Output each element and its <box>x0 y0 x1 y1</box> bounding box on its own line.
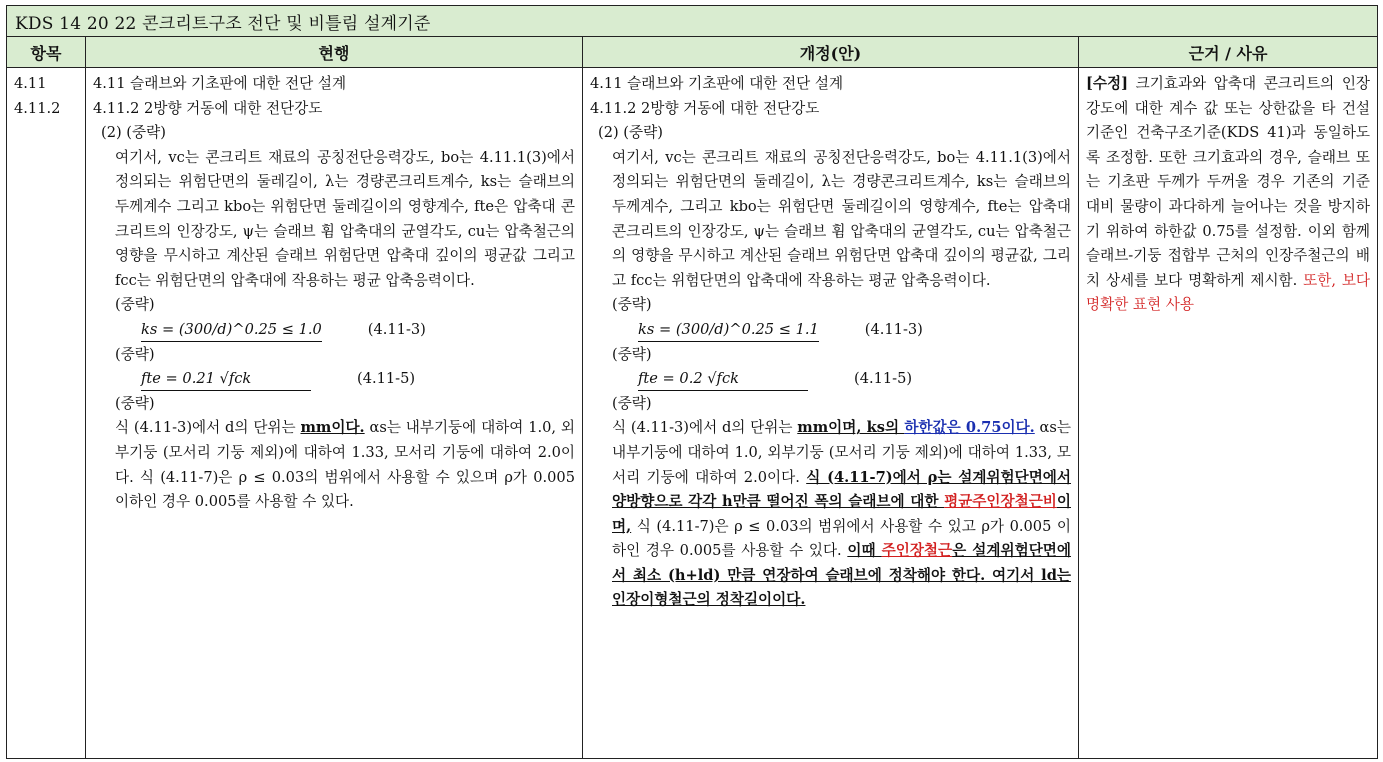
text-run: αs는 내부기둥에 대하여 1.0, 외부기둥 (모서리 기둥 제외)에 대하여 1.33, 모서리 기둥에 대하여 2.0이다. <box>612 419 1071 486</box>
text-run-red: 평균주인장철근비 <box>944 493 1057 511</box>
equation-text: fte = 0.21 √fck <box>141 368 311 391</box>
comparison-table <box>6 5 1378 759</box>
text-run: αs는 내부기둥에 대하여 1.0, 외부기둥 (모서리 기둥 제외)에 대하여 1.33, 모서리 기둥에 대하여 2.0이다. 식 (4.11-7)은 ρ ≤ 0.03의 범위에서 사용할 수 있으며 ρ가 0.005 이하인 경우 0.005를 사용할 수 있다. <box>115 419 575 511</box>
current-omit-1: (중략) <box>115 296 155 314</box>
text-run-bold: 이며, <box>612 493 1071 535</box>
equation-number: (4.11-5) <box>854 370 913 388</box>
reason-cell <box>1079 68 1378 759</box>
text-run: 식 (4.11-3)에서 d의 단위는 <box>612 419 798 437</box>
equation-number: (4.11-3) <box>367 320 426 338</box>
current-omit-3: (중략) <box>115 394 155 412</box>
table-title <box>7 6 1378 37</box>
current-paragraph-1: 여기서, vc는 콘크리트 재료의 공칭전단응력강도, bo는 4.11.1(3)에서 정의되는 위험단면의 둘레길이, λ는 경량콘크리트계수, ks는 슬래브의 두께계수 그리고 kbo는 위험단면 둘레길이의 영향계수, fte은 압축대 콘크리트의 인장강도, ψ는 슬래브 휨 압축대의 균열각도, cu는 압축철근의 영향을 무시하고 계산된 슬래브 위험단면 압축대 깊이의 평균값 그리고 fcc는 위험단면의 압축대에 작용하는 평균 압축응력이다. <box>115 148 575 289</box>
current-omit-2: (중략) <box>115 345 155 363</box>
reason-tag: [수정] <box>1086 75 1129 92</box>
equation-number: (4.11-3) <box>864 320 923 338</box>
text-run-bold: mm이며, ks의 <box>797 419 905 437</box>
revised-equation-1 <box>590 318 1071 343</box>
reason-paragraph <box>1086 72 1370 318</box>
text-run-bold: 식 (4.11-7)에서 ρ는 설계위험단면에서 양방향으로 각각 h만큼 떨어진 폭의 슬래브에 대한 <box>612 468 1071 511</box>
current-paragraph-2 <box>93 416 575 514</box>
revised-sub: (2) (중략) <box>598 124 663 142</box>
table-title-text: KDS 14 20 22 콘크리트구조 전단 및 비틀림 설계기준 <box>15 13 431 34</box>
revised-heading-1: 4.11 슬래브와 기초판에 대한 전단 설계 <box>590 75 844 92</box>
item-number: 4.11 <box>14 75 47 92</box>
header-revised: 개정(안) <box>583 37 1079 68</box>
current-equation-2 <box>93 367 575 392</box>
equation-text: fte = 0.2 √fck <box>638 368 808 391</box>
item-cell <box>7 68 86 759</box>
current-cell <box>86 68 583 759</box>
revised-omit-3: (중략) <box>612 394 652 412</box>
revised-cell <box>583 68 1079 759</box>
header-item: 항목 <box>7 37 86 68</box>
text-run-red: 주인장철근 <box>881 542 953 560</box>
revised-omit-1: (중략) <box>612 296 652 314</box>
equation-number: (4.11-5) <box>357 370 416 388</box>
current-heading-1: 4.11 슬래브와 기초판에 대한 전단 설계 <box>93 75 347 92</box>
revised-omit-2: (중략) <box>612 345 652 363</box>
text-run-blue: 하한값은 0.75이다. <box>904 419 1035 437</box>
reason-text-red: 또한, 보다 명확한 표현 사용 <box>1086 271 1371 314</box>
current-equation-1 <box>93 318 575 343</box>
equation-text: ks = (300/d)^0.25 ≤ 1.1 <box>638 319 819 342</box>
revised-paragraph-2 <box>590 416 1071 613</box>
revised-paragraph-1: 여기서, vc는 콘크리트 재료의 공칭전단응력강도, bo는 4.11.1(3)에서 정의되는 위험단면의 둘레길이, λ는 경량콘크리트계수, ks는 슬래브의 두께계수, 그리고 kbo는 위험단면 둘레길이의 영향계수, fte는 압축대 콘크리트의 인장강도, ψ는 슬래브 휨 압축대의 균열각도, cu는 압축철근의 영향을 무시하고 계산된 슬래브 위험단면 압축대 깊이의 평균값, 그리고 fcc는 위험단면의 압축대에 작용하는 평균 압축응력이다. <box>612 148 1071 289</box>
header-current: 현행 <box>86 37 583 68</box>
item-number: 4.11.2 <box>14 99 61 117</box>
revised-equation-2 <box>590 367 1071 392</box>
reason-text: 크기효과와 압축대 콘크리트의 인장강도에 대한 계수 값 또는 상한값을 타 건설기준인 건축구조기준(KDS 41)과 동일하도록 조정함. 또한 크기효과의 경우, 슬래브 또는 기초판 두께가 두꺼울 경우 기존의 기준 대비 물량이 과다하게 늘어나는 것을 방지하기 위하여 하한값 0.75를 설정함. 이외 함께 슬래브-기둥 접합부 근처의 인장주철근의 배치 상세를 보다 명확하게 제시함. <box>1086 75 1371 289</box>
text-run-bold: mm이다. <box>300 419 365 437</box>
comparison-table-container <box>6 5 1377 755</box>
current-sub: (2) (중략) <box>101 124 166 142</box>
revised-heading-2: 4.11.2 2방향 거동에 대한 전단강도 <box>590 99 820 117</box>
current-heading-2: 4.11.2 2방향 거동에 대한 전단강도 <box>93 99 323 117</box>
text-run: 식 (4.11-3)에서 d의 단위는 <box>115 419 301 437</box>
header-reason: 근거 / 사유 <box>1079 37 1378 68</box>
text-run-bold: 이때 <box>847 542 882 560</box>
text-run: 식 (4.11-7)은 ρ ≤ 0.03의 범위에서 사용할 수 있고 ρ가 0.005 이하인 경우 0.005를 사용할 수 있다. <box>612 517 1071 560</box>
text-run-bold: 은 설계위험단면에서 최소 (h+ld) 만큼 연장하여 슬래브에 정착해야 한다. 여기서 ld는 인장이형철근의 정착길이이다. <box>612 542 1071 609</box>
equation-text: ks = (300/d)^0.25 ≤ 1.0 <box>141 319 322 342</box>
